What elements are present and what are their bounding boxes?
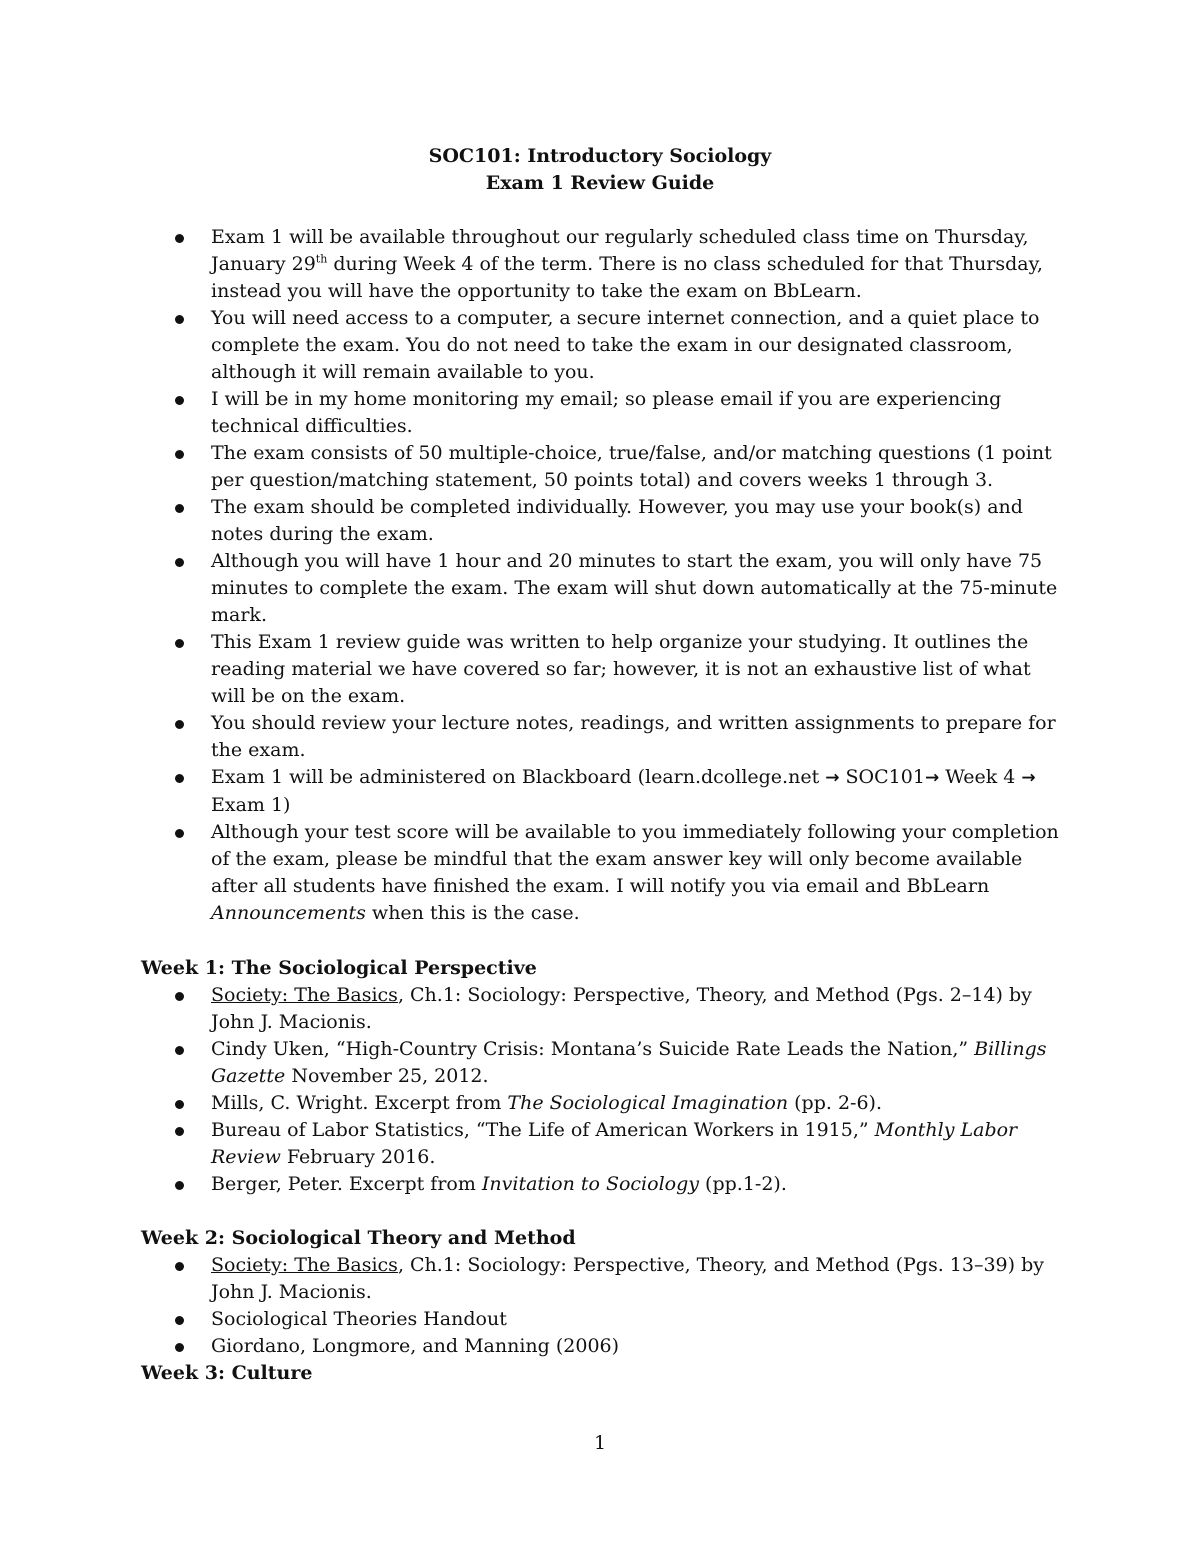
item-text: Cindy Uken, “High-Country Crisis: Montana’s Suicide Rate Leads the Nation,” (211, 1038, 975, 1060)
list-item (0, 1333, 1071, 1360)
page-number: 1 (593, 1432, 607, 1454)
item-text: , Ch.1: Sociology: Perspective, Theory, and Method (Pgs. 13–39) by John J. Macionis. (211, 1254, 1044, 1303)
item-text: (pp.1-2). (699, 1173, 787, 1195)
list-item (0, 548, 1071, 629)
item-text: This Exam 1 review guide was written to help organize your studying. It outlines the reading material we have covered so far; however, it is not an exhaustive list of what will be on the exam. (211, 631, 1031, 707)
list-item (0, 440, 1071, 494)
list-item (0, 982, 1071, 1036)
week1-reading-list (0, 982, 1071, 1198)
item-text: Sociological Theories Handout (211, 1308, 507, 1330)
item-text: (pp. 2-6). (788, 1092, 882, 1114)
item-text-italic: Announcements (211, 902, 366, 924)
list-item (0, 305, 1071, 386)
item-text: SOC101 (839, 766, 925, 788)
item-text: Although you will have 1 hour and 20 minutes to start the exam, you will only have 75 minutes to complete the exam. The exam will shut down automatically at the 75-minute mark. (211, 550, 1058, 626)
item-text-italic: Billings Gazette (211, 1038, 1047, 1087)
item-text: Although your test score will be available to you immediately following your completion of the exam, please be mindful that the exam answer key will only become available after all students have finished the exam. I will notify you via email and BbLearn (211, 821, 1059, 897)
item-text: February 2016. (280, 1146, 436, 1168)
document-subtitle: Exam 1 Review Guide (485, 172, 715, 194)
list-item (0, 1252, 1071, 1306)
item-text: The exam should be completed individually. However, you may use your book(s) and notes during the exam. (211, 496, 1023, 545)
arrow-right-icon: → (924, 768, 940, 788)
book-title: Society: The Basics (211, 984, 398, 1006)
arrow-right-icon: → (1021, 768, 1036, 788)
ordinal-suffix: th (315, 252, 328, 266)
arrow-right-icon: → (825, 768, 840, 788)
item-text: Berger, Peter. Excerpt from (211, 1173, 482, 1195)
list-item (0, 1171, 1071, 1198)
item-text: during Week 4 of the term. There is no class scheduled for that Thursday, instead you will have the opportunity to take the exam on BbLearn. (211, 253, 1043, 302)
book-title: Society: The Basics (211, 1254, 398, 1276)
item-text: You will need access to a computer, a secure internet connection, and a quiet place to complete the exam. You do not need to take the exam in our designated classroom, although it will remain available to you. (211, 307, 1040, 383)
item-text: The exam consists of 50 multiple-choice, true/false, and/or matching questions (1 point per question/matching statement, 50 points total) and covers weeks 1 through 3. (211, 442, 1052, 491)
item-text: when this is the case. (365, 902, 580, 924)
week2-reading-list (0, 1252, 1071, 1360)
list-item (0, 386, 1071, 440)
item-text: Exam 1 will be available throughout our regularly scheduled class time on Thursday, January 29 (211, 226, 1029, 275)
item-text-italic: Invitation to Sociology (481, 1173, 699, 1195)
list-item (0, 494, 1071, 548)
item-text: I will be in my home monitoring my email; so please email if you are experiencing technical difficulties. (211, 388, 1002, 437)
list-item (0, 1306, 1071, 1333)
item-text: Giordano, Longmore, and Manning (2006) (211, 1335, 620, 1357)
item-text: Mills, C. Wright. Excerpt from (211, 1092, 508, 1114)
list-item (0, 629, 1071, 710)
list-item (0, 1117, 1071, 1171)
week3-heading: Week 3: Culture (141, 1362, 313, 1384)
document-title: SOC101: Introductory Sociology (428, 145, 772, 167)
list-item (0, 819, 1071, 927)
item-text: Exam 1 will be administered on Blackboard (learn.dcollege.net (211, 766, 826, 788)
exam-info-list (0, 224, 1071, 927)
week1-heading: Week 1: The Sociological Perspective (141, 957, 537, 979)
item-text-italic: The Sociological Imagination (507, 1092, 789, 1114)
week2-heading: Week 2: Sociological Theory and Method (141, 1227, 576, 1249)
list-item (0, 764, 1071, 819)
item-text: , Ch.1: Sociology: Perspective, Theory, and Method (Pgs. 2–14) by John J. Macionis. (211, 984, 1032, 1033)
item-text-italic: Monthly Labor Review (211, 1119, 1018, 1168)
list-item (0, 1090, 1071, 1117)
item-text: Bureau of Labor Statistics, “The Life of American Workers in 1915,” (211, 1119, 875, 1141)
item-text: Week 4 (939, 766, 1022, 788)
item-text: November 25, 2012. (285, 1065, 489, 1087)
item-text: Exam 1) (211, 794, 291, 816)
list-item (0, 1036, 1071, 1090)
item-text: You should review your lecture notes, readings, and written assignments to prepare for the exam. (211, 712, 1056, 761)
list-item (0, 224, 1071, 305)
list-item (0, 710, 1071, 764)
